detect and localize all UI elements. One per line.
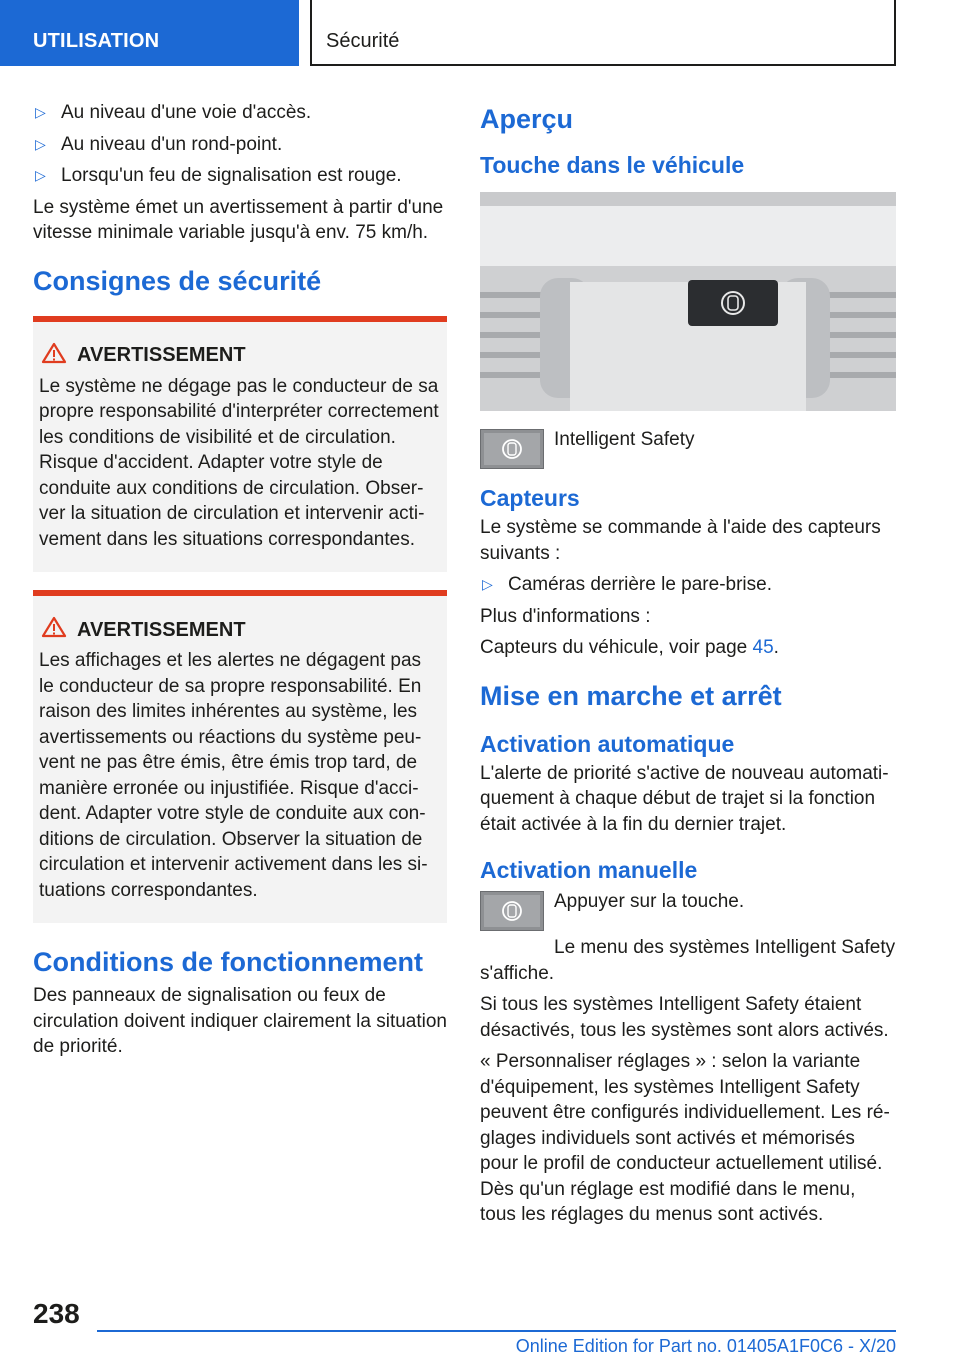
manual-step-1: Appuyer sur la touche. (554, 891, 745, 912)
intelligent-safety-button-icon (480, 891, 544, 931)
mise-en-marche-heading: Mise en marche et arrêt (480, 680, 782, 711)
manual-paragraph-2: « Personnaliser réglages » : selon la variante d'équipement, les systèmes Intelligent Safety peuvent être configurés individuellement. Les réglages individuels sont activés et mémorisés pour le profil de conducteur actuellement utilisé. Dès qu'un réglage est modifié dans le menu, tous les réglages du menus sont activés. (480, 1051, 890, 1225)
capteurs-heading: Capteurs (480, 485, 580, 511)
right-column (480, 100, 896, 1234)
triangle-bullet-icon: ▷ (35, 135, 46, 152)
capteurs-paragraph: Le système se commande à l'aide des capteurs suivants : (480, 517, 881, 564)
section-tab: UTILISATION (0, 0, 299, 66)
list-item: ▷ Au niveau d'un rond-point. (33, 132, 447, 158)
warning-box (33, 316, 447, 573)
triangle-bullet-icon: ▷ (35, 104, 46, 120)
triangle-bullet-icon: ▷ (482, 576, 493, 592)
warning-text: Le système ne dégage pas le conducteur de sa propre responsabilité d'interpréter correctement les conditions de visibilité et de circulation. Risque d'accident. Adapter votre style de conduite aux conditions de circulation. Observer la situation de circulation et intervenir activement dans les situations correspondantes. (39, 375, 439, 550)
manual-activation-heading: Activation manuelle (480, 857, 698, 883)
manual-paragraph-1: Si tous les systèmes Intelligent Safety étaient désactivés, tous les systèmes sont alors activés. (480, 994, 889, 1041)
capteurs-reference: Capteurs du véhicule, voir page 45. (480, 637, 779, 658)
page-link[interactable]: 45 (752, 637, 774, 658)
manual-step-2: Le menu des systèmes Intelligent Safety s'affiche. (480, 937, 896, 984)
apercu-heading: Aperçu (480, 104, 574, 134)
warning-title: AVERTISSEMENT (39, 342, 440, 370)
more-info-label: Plus d'informations : (480, 605, 651, 627)
left-column (33, 100, 447, 1066)
auto-activation-heading: Activation automatique (480, 730, 735, 757)
footer-divider (97, 1330, 896, 1332)
conditions-paragraph: Des panneaux de signalisation ou feux de circulation doivent indiquer clairement la situation de priorité. (33, 985, 448, 1057)
warning-text: Les affichages et les alertes ne dégagent pas le conducteur de sa propre responsabilité. En raison des limites inhérentes au système, les avertissements ou réactions du système peuvent ne pas être émis, être émis trop tard, de manière erronée ou injustifiée. Risque d'accident. Adapter votre style de conduite aux conditions de circulation. Observer la situation de circulation et intervenir activement dans les situations correspondantes. (39, 650, 428, 901)
warning-triangle-icon (39, 342, 77, 370)
safety-heading: Consignes de sécurité (33, 265, 322, 296)
auto-activation-paragraph: L'alerte de priorité s'active de nouveau automatiquement à chaque début de trajet si la fonction était activée à la fin du dernier trajet. (480, 762, 889, 835)
key-row (480, 889, 896, 931)
chapter-title: Sécurité (310, 0, 896, 66)
page-header (0, 0, 960, 66)
intro-paragraph: Le système émet un avertissement à partir d'une vitesse minimale variable jusqu'à env. 75 km/h. (33, 196, 444, 243)
intelligent-safety-button-icon (480, 429, 544, 469)
warning-title: AVERTISSEMENT (39, 616, 440, 644)
list-item: ▷ Lorsqu'un feu de signalisation est rouge. (33, 163, 447, 189)
touche-heading: Touche dans le véhicule (480, 152, 745, 178)
triangle-bullet-icon: ▷ (35, 167, 46, 183)
list-item: ▷ Caméras derrière le pare-brise. (480, 572, 896, 598)
list-item: ▷ Au niveau d'une voie d'accès. (33, 100, 447, 126)
key-label: Intelligent Safety (554, 429, 695, 450)
footer-edition: Online Edition for Part no. 01405A1F0C6 - X/20 (515, 1336, 896, 1356)
vehicle-button-photo (480, 192, 896, 411)
page-number: 238 (33, 1298, 80, 1329)
conditions-heading: Conditions de fonctionnement (33, 947, 423, 977)
warning-box (33, 590, 447, 923)
key-row (480, 427, 896, 469)
warning-triangle-icon (39, 616, 77, 644)
